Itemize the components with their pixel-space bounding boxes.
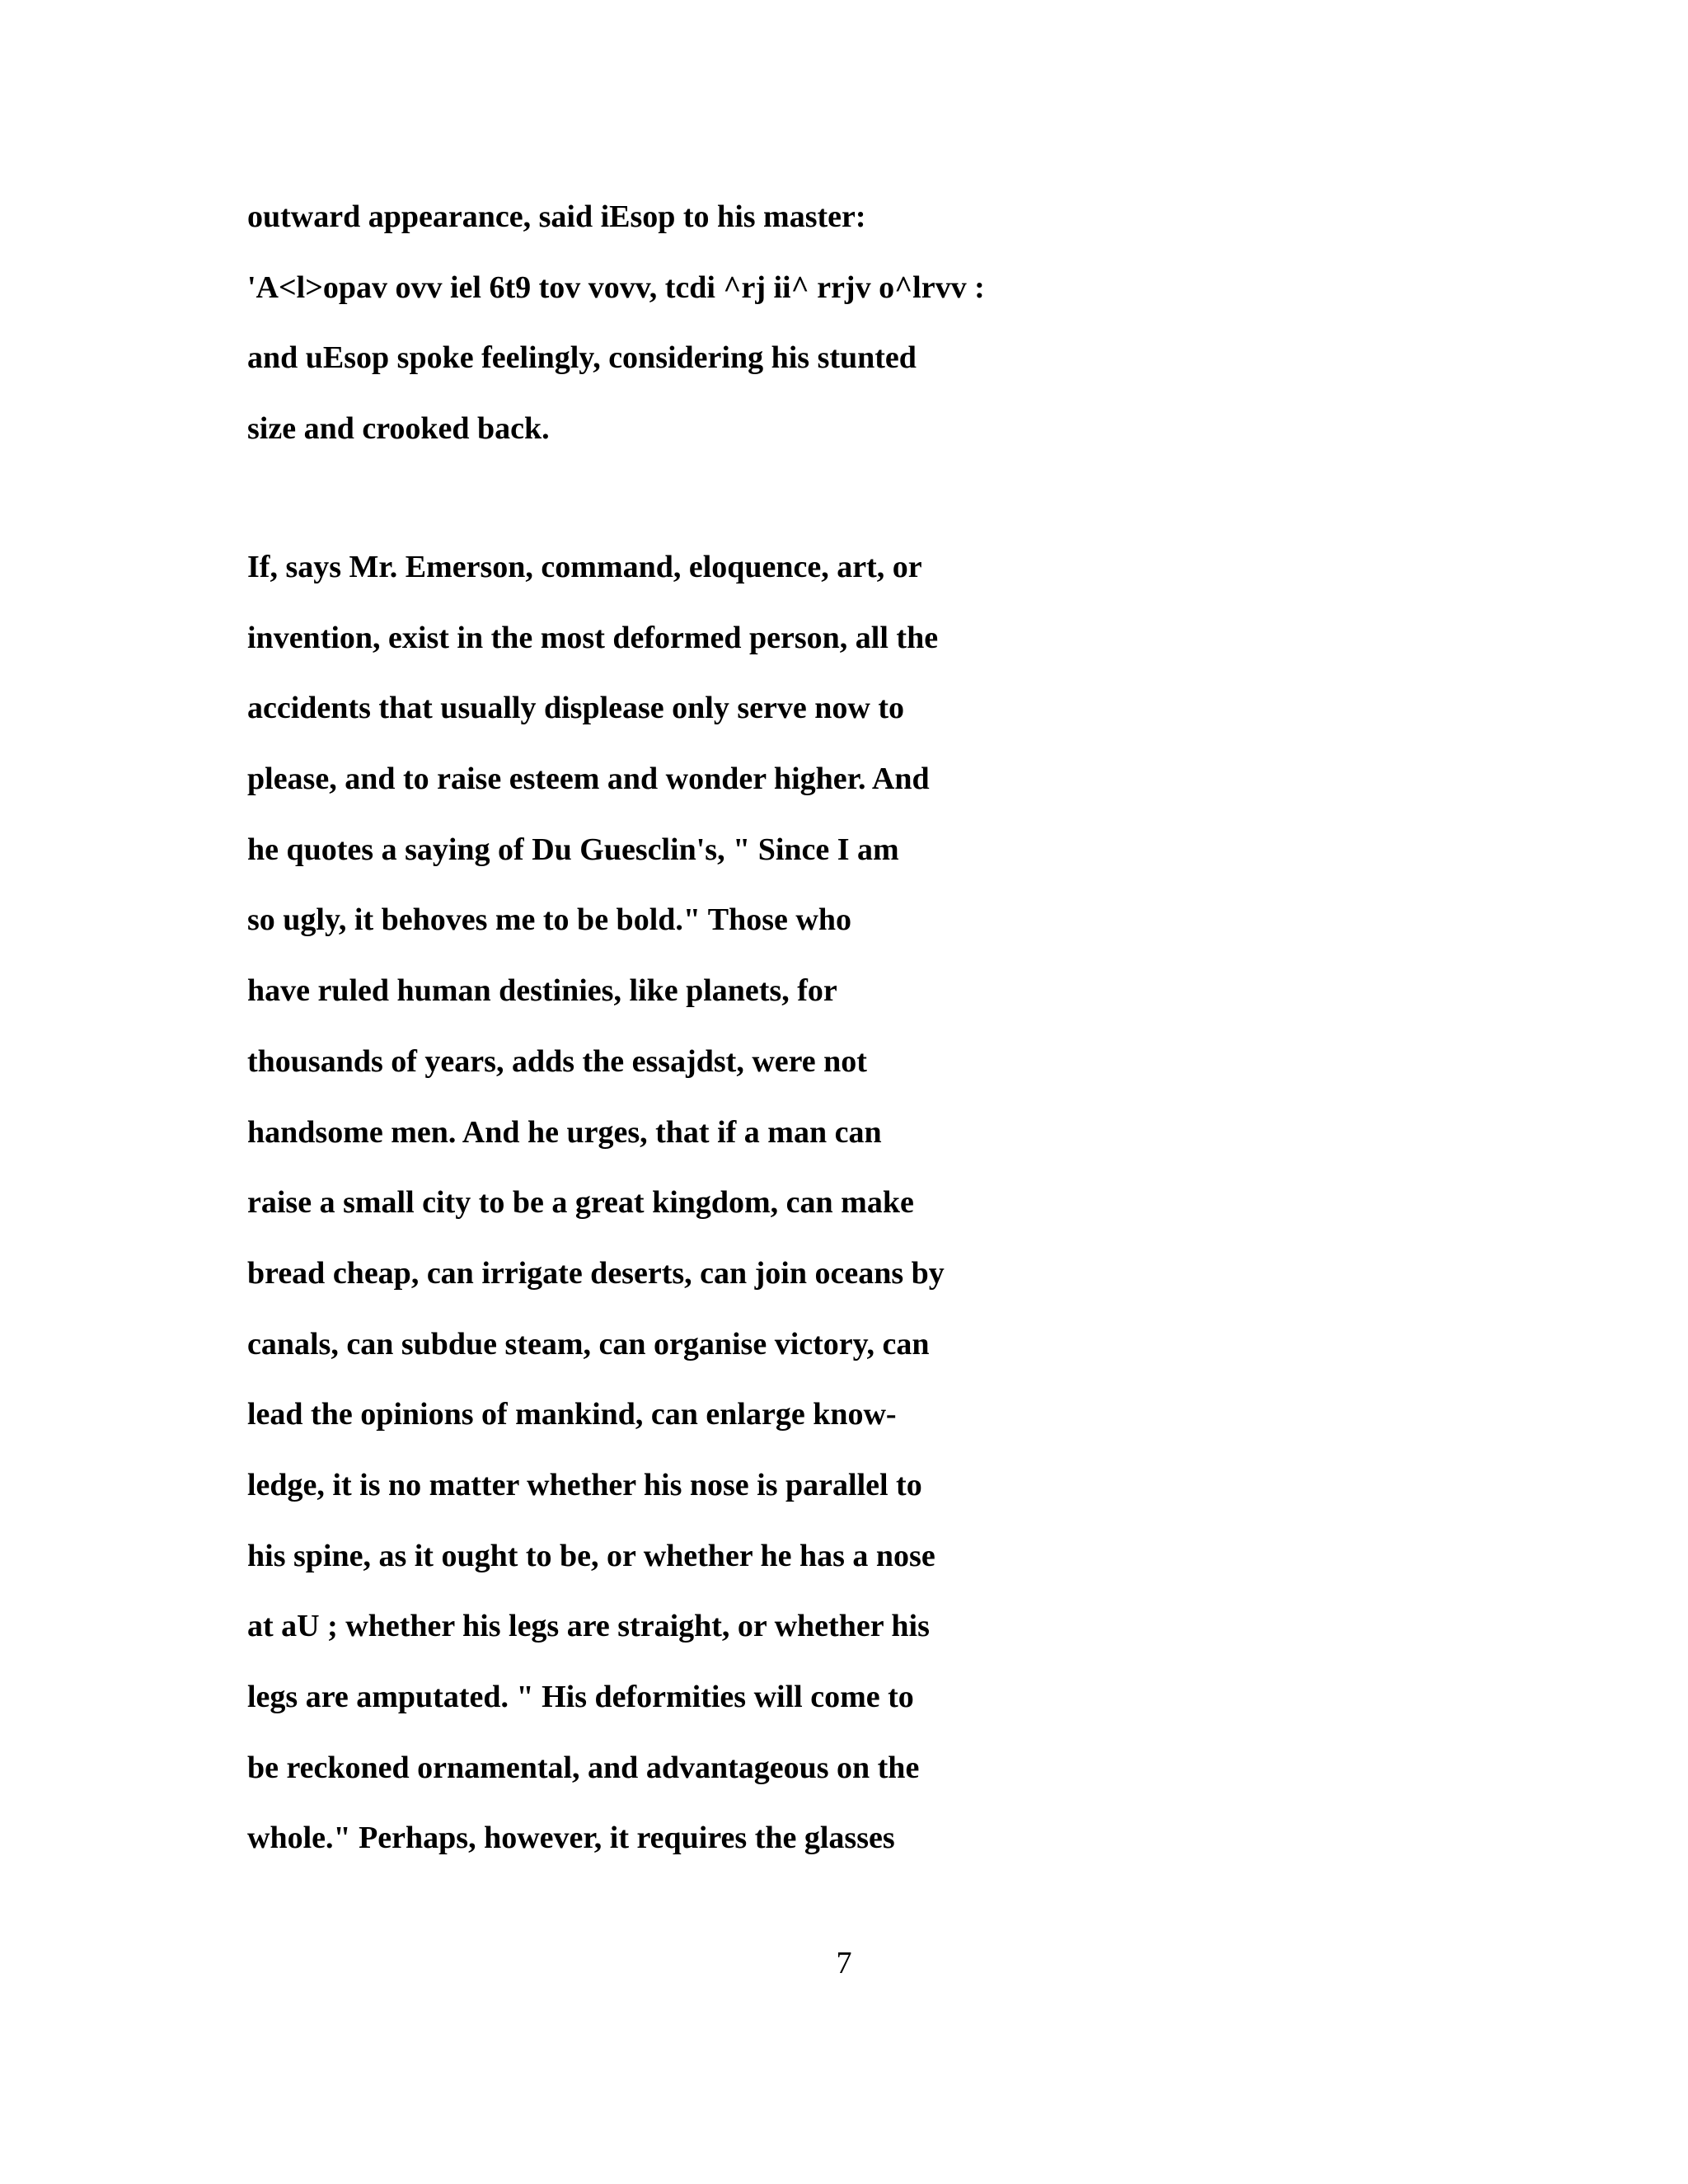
text-line: thousands of years, adds the essajdst, were not: [247, 1043, 867, 1079]
text-line: have ruled human destinies, like planets, for: [247, 973, 837, 1009]
text-line: ledge, it is no matter whether his nose is parallel to: [247, 1467, 922, 1502]
paragraph-2: [247, 532, 1484, 1874]
text-line: raise a small city to be a great kingdom, can make: [247, 1185, 914, 1221]
text-line: handsome men. And he urges, that if a man can: [247, 1114, 882, 1150]
text-line: his spine, as it ought to be, or whether he has a nose: [247, 1538, 935, 1573]
text-line: legs are amputated. " His deformities will come to: [247, 1680, 914, 1714]
text-line: whole." Perhaps, however, it requires the glasses: [247, 1821, 895, 1856]
text-line: be reckoned ornamental, and advantageous on the: [247, 1750, 920, 1785]
paragraph-1: [247, 182, 1484, 465]
text-line: so ugly, it behoves me to be bold." Those who: [247, 902, 852, 938]
text-line: lead the opinions of mankind, can enlarge know-: [247, 1397, 897, 1432]
text-line: bread cheap, can irrigate deserts, can join oceans by: [247, 1255, 945, 1291]
text-line: at aU ; whether his legs are straight, or whether his: [247, 1609, 930, 1644]
text-line: invention, exist in the most deformed person, all the: [247, 620, 939, 655]
text-line: If, says Mr. Emerson, command, eloquence, art, or: [247, 550, 922, 584]
text-line: outward appearance, said iEsop to his master:: [247, 199, 866, 234]
page-number: 7: [836, 1946, 852, 1980]
text-line: 'A<l>opav ovv iel 6t9 tov vovv, tcdi ^rj ii^ rrjv o^lrvv :: [247, 269, 985, 305]
text-line: accidents that usually displease only serve now to: [247, 691, 904, 726]
text-line: he quotes a saying of Du Guesclin's, " Since I am: [247, 832, 899, 867]
text-line: and uEsop spoke feelingly, considering his stunted: [247, 340, 917, 376]
text-line: please, and to raise esteem and wonder higher. And: [247, 762, 930, 797]
text-line: canals, can subdue steam, can organise victory, can: [247, 1326, 930, 1361]
text-line: size and crooked back.: [247, 411, 550, 447]
